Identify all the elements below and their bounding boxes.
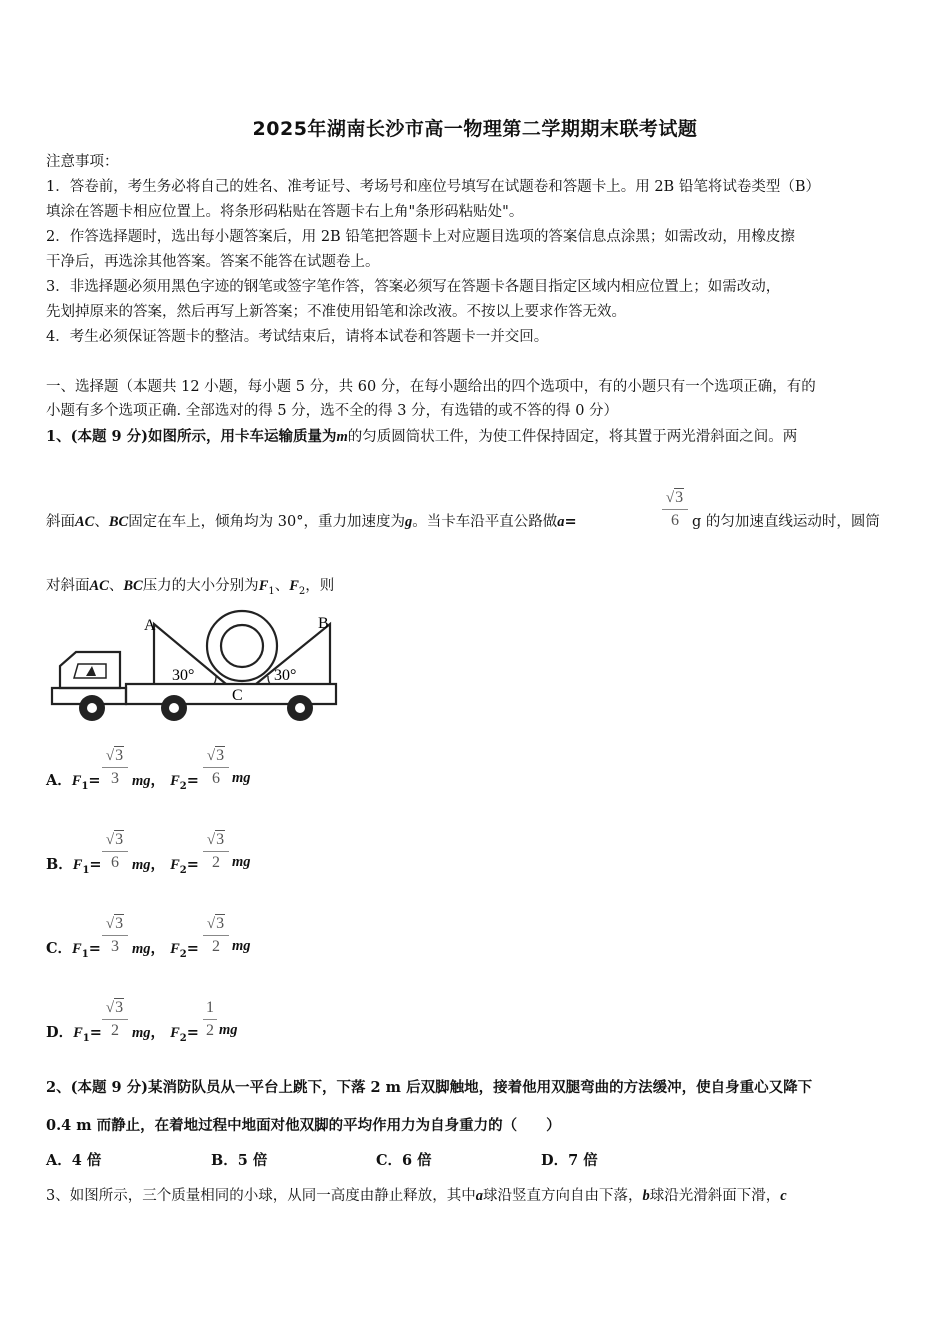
q1-option-a-mid bbox=[132, 769, 199, 792]
mg: mg bbox=[132, 857, 151, 873]
q1-l3-sub-2: 2 bbox=[298, 585, 306, 597]
q1-option-b-label[interactable] bbox=[46, 853, 102, 876]
q1-l2-text-2: 固定在车上，倾角均为 30°，重力加速度为 bbox=[128, 514, 405, 530]
f2-sub: 2 bbox=[179, 1032, 187, 1044]
eq: = bbox=[88, 772, 101, 789]
wheel-front-hub bbox=[87, 703, 97, 713]
q1-l3-text-3: ，则 bbox=[305, 578, 335, 594]
f1: F bbox=[72, 941, 82, 957]
q1-option-d-frac1: √3 2 bbox=[102, 998, 128, 1041]
eq: = bbox=[186, 940, 199, 957]
num: 1 bbox=[206, 999, 214, 1016]
q1-l3-var-ac: AC bbox=[89, 578, 109, 594]
f1-sub: 1 bbox=[82, 864, 90, 876]
q1-option-b-frac2: √3 2 bbox=[203, 830, 229, 873]
comma: ， bbox=[150, 940, 166, 957]
section-heading-line-2: 小题有多个选项正确. 全部选对的得 5 分，选不全的得 3 分，有选错的或不答的得 0 分） bbox=[46, 403, 619, 419]
q3-var-c: c bbox=[780, 1188, 787, 1204]
q1-l2-text-3: 。当卡车沿平直公路做 bbox=[412, 514, 558, 530]
den: 2 bbox=[111, 1022, 119, 1039]
num: 3 bbox=[216, 747, 225, 764]
wheel-rear-hub bbox=[295, 703, 305, 713]
q1-option-b-mid bbox=[132, 853, 199, 876]
q1-var-ac: AC bbox=[75, 514, 95, 530]
q1-option-c-frac1: √3 3 bbox=[102, 914, 128, 957]
q1-option-c-label[interactable] bbox=[46, 937, 101, 960]
page-title: 2025年湖南长沙市高一物理第二学期期末联考试题 bbox=[252, 118, 698, 140]
comma: ， bbox=[150, 772, 166, 789]
q1-var-m: m bbox=[336, 429, 348, 445]
f1: F bbox=[73, 1025, 83, 1041]
f2-sub: 2 bbox=[179, 780, 187, 792]
q1-line-3 bbox=[46, 576, 334, 602]
den: 6 bbox=[212, 770, 220, 787]
q1-option-a-frac2: √3 6 bbox=[203, 746, 229, 789]
q2-line-2: 0.4 m 而静止，在着地过程中地面对他双脚的平均作用力为自身重力的（ ） bbox=[46, 1117, 561, 1134]
eq: = bbox=[89, 856, 102, 873]
q1-option-d-label[interactable] bbox=[46, 1021, 102, 1044]
f1-sub: 1 bbox=[81, 780, 89, 792]
cylinder-outer bbox=[207, 611, 277, 681]
q2-line-1: 2、(本题 9 分)某消防队员从一平台上跳下，下落 2 m 后双脚触地，接着他用双腿弯曲的方法缓冲，使自身重心又降下 bbox=[46, 1079, 813, 1096]
q1-accel-fraction: √3 6 bbox=[662, 488, 688, 531]
notice-line-2b: 干净后，再选涂其他答案。答案不能答在试题卷上。 bbox=[46, 254, 380, 270]
notice-line-3a: 3．非选择题必须用黑色字迹的钢笔或签字笔作答，答案必须写在答题卡各题目指定区域内相应位置上；如需改动， bbox=[46, 279, 781, 295]
angle-label-right: 30° bbox=[274, 667, 297, 684]
q3-var-b: b bbox=[642, 1188, 650, 1204]
f1-sub: 1 bbox=[81, 948, 89, 960]
q1-l3-text-1: 对斜面 bbox=[46, 578, 90, 594]
q1-option-c-mid bbox=[132, 937, 199, 960]
den: 2 bbox=[212, 854, 220, 871]
mg: mg bbox=[132, 1025, 151, 1041]
notice-line-3b: 先划掉原来的答案，然后再写上新答案；不准使用铅笔和涂改液。不按以上要求作答无效。 bbox=[46, 304, 626, 320]
truck-wheels bbox=[79, 695, 313, 721]
f2: F bbox=[170, 1025, 180, 1041]
q3-text-1: 3、如图所示，三个质量相同的小球，从同一高度由静止释放，其中 bbox=[46, 1188, 476, 1204]
notice-line-1a: 1．答卷前，考生务必将自己的姓名、准考证号、考场号和座位号填写在试题卷和答题卡上。用 2B 铅笔将试卷类型（B） bbox=[46, 179, 820, 195]
f1: F bbox=[72, 857, 83, 873]
q1-l3-var-f1: F bbox=[258, 578, 269, 594]
f2: F bbox=[170, 773, 180, 789]
q2-option-c[interactable]: C．6 倍 bbox=[376, 1152, 432, 1169]
notice-line-1b: 填涂在答题卡相应位置上。将条形码粘贴在答题卡右上角"条形码粘贴处"。 bbox=[46, 204, 524, 220]
q1-option-d-frac2 bbox=[203, 998, 217, 1041]
f2: F bbox=[170, 857, 180, 873]
q3-text-2: 球沿竖直方向自由下落， bbox=[482, 1188, 643, 1204]
eq: = bbox=[186, 856, 199, 873]
mg: mg bbox=[219, 1022, 238, 1038]
den: 2 bbox=[206, 1022, 214, 1039]
comma: ， bbox=[150, 1024, 166, 1041]
q3-text-3: 球沿光滑斜面下滑， bbox=[649, 1188, 781, 1204]
truck-figure bbox=[48, 608, 342, 726]
q1-line-2 bbox=[46, 512, 577, 532]
eq: = bbox=[88, 940, 101, 957]
angle-arc-left bbox=[214, 676, 216, 684]
q1-l3-text-2: 压力的大小分别为 bbox=[142, 578, 259, 594]
den: 3 bbox=[111, 938, 119, 955]
eq: = bbox=[186, 1024, 199, 1041]
q1-line-1-suffix: 的匀质圆筒状工件，为使工件保持固定，将其置于两光滑斜面之间。两 bbox=[347, 429, 798, 445]
num: 3 bbox=[115, 915, 124, 932]
q1-option-a-end bbox=[232, 769, 251, 787]
notice-heading: 注意事项： bbox=[46, 154, 119, 170]
q1-l2-sep: 、 bbox=[94, 514, 109, 530]
q1-l3-var-bc: BC bbox=[123, 578, 143, 594]
q1-option-b-frac1: √3 6 bbox=[102, 830, 128, 873]
notice-line-2a: 2．作答选择题时，选出每小题答案后，用 2B 铅笔把答题卡上对应题目选项的答案信息点涂黑；如需改动，用橡皮擦 bbox=[46, 229, 795, 245]
f2-sub: 2 bbox=[179, 864, 187, 876]
q1-line-1-prefix: 1、(本题 9 分)如图所示，用卡车运输质量为 bbox=[46, 428, 337, 445]
num: 3 bbox=[115, 831, 124, 848]
den: 3 bbox=[111, 770, 119, 787]
mg: mg bbox=[232, 770, 251, 786]
q1-l3-var-f2: F bbox=[289, 578, 299, 594]
q1-accel-num: 3 bbox=[675, 489, 684, 506]
q1-line-2-end: g 的匀加速直线运动时，圆筒 bbox=[692, 514, 880, 530]
f2-sub: 2 bbox=[179, 948, 187, 960]
q1-accel-den: 6 bbox=[671, 512, 679, 529]
f2: F bbox=[170, 941, 180, 957]
mg: mg bbox=[232, 854, 251, 870]
option-letter: A． bbox=[46, 772, 72, 789]
q1-var-g: g bbox=[405, 514, 413, 530]
q3-line-1 bbox=[46, 1186, 787, 1206]
driver-mark bbox=[86, 666, 96, 676]
q2-option-d[interactable]: D．7 倍 bbox=[541, 1152, 598, 1169]
q1-line-1 bbox=[46, 427, 797, 447]
option-letter: C． bbox=[46, 940, 73, 957]
q1-option-a-frac1: √3 3 bbox=[102, 746, 128, 789]
comma: ， bbox=[150, 856, 166, 873]
mg: mg bbox=[132, 941, 151, 957]
f1: F bbox=[71, 773, 82, 789]
num: 3 bbox=[115, 999, 124, 1016]
f1-sub: 1 bbox=[82, 1032, 90, 1044]
cylinder-inner bbox=[221, 625, 263, 667]
num: 3 bbox=[216, 831, 225, 848]
q1-option-d-end bbox=[219, 1021, 238, 1039]
label-a: A bbox=[144, 617, 156, 634]
angle-arc-right bbox=[268, 676, 270, 684]
den: 2 bbox=[212, 938, 220, 955]
q1-var-bc: BC bbox=[108, 514, 129, 530]
q2-option-a[interactable]: A．4 倍 bbox=[46, 1152, 102, 1169]
num: 3 bbox=[216, 915, 225, 932]
q1-option-a-label[interactable] bbox=[46, 769, 101, 792]
option-letter: B． bbox=[46, 856, 73, 873]
q1-l3-sep-1: 、 bbox=[108, 578, 124, 594]
label-c: C bbox=[232, 687, 243, 704]
q1-option-c-frac2: √3 2 bbox=[203, 914, 229, 957]
section-heading-line-1: 一、选择题（本题共 12 小题，每小题 5 分，共 60 分，在每小题给出的四个选项中，有的小题只有一个选项正确，有的 bbox=[46, 379, 816, 395]
q1-l2-eq: = bbox=[564, 513, 577, 530]
label-b: B bbox=[318, 615, 329, 632]
q1-option-c-end bbox=[232, 937, 251, 955]
option-letter: D． bbox=[46, 1024, 74, 1041]
q1-l3-sep-2: 、 bbox=[274, 578, 290, 594]
q1-l3-sub-1: 1 bbox=[268, 585, 275, 597]
q1-option-b-end bbox=[232, 853, 251, 871]
angle-label-left: 30° bbox=[172, 667, 195, 684]
q2-option-b[interactable]: B．5 倍 bbox=[211, 1152, 268, 1169]
mg: mg bbox=[132, 773, 151, 789]
num: 3 bbox=[115, 747, 124, 764]
notice-line-4: 4．考生必须保证答题卡的整洁。考试结束后，请将本试卷和答题卡一并交回。 bbox=[46, 329, 549, 345]
q1-option-d-mid bbox=[132, 1021, 199, 1044]
eq: = bbox=[186, 772, 199, 789]
mg: mg bbox=[232, 938, 251, 954]
wheel-middle-hub bbox=[169, 703, 179, 713]
den: 6 bbox=[111, 854, 119, 871]
q1-l2-text-1: 斜面 bbox=[46, 514, 75, 530]
q3-var-a: a bbox=[475, 1188, 483, 1204]
q1-var-a: a bbox=[557, 514, 565, 530]
eq: = bbox=[89, 1024, 102, 1041]
